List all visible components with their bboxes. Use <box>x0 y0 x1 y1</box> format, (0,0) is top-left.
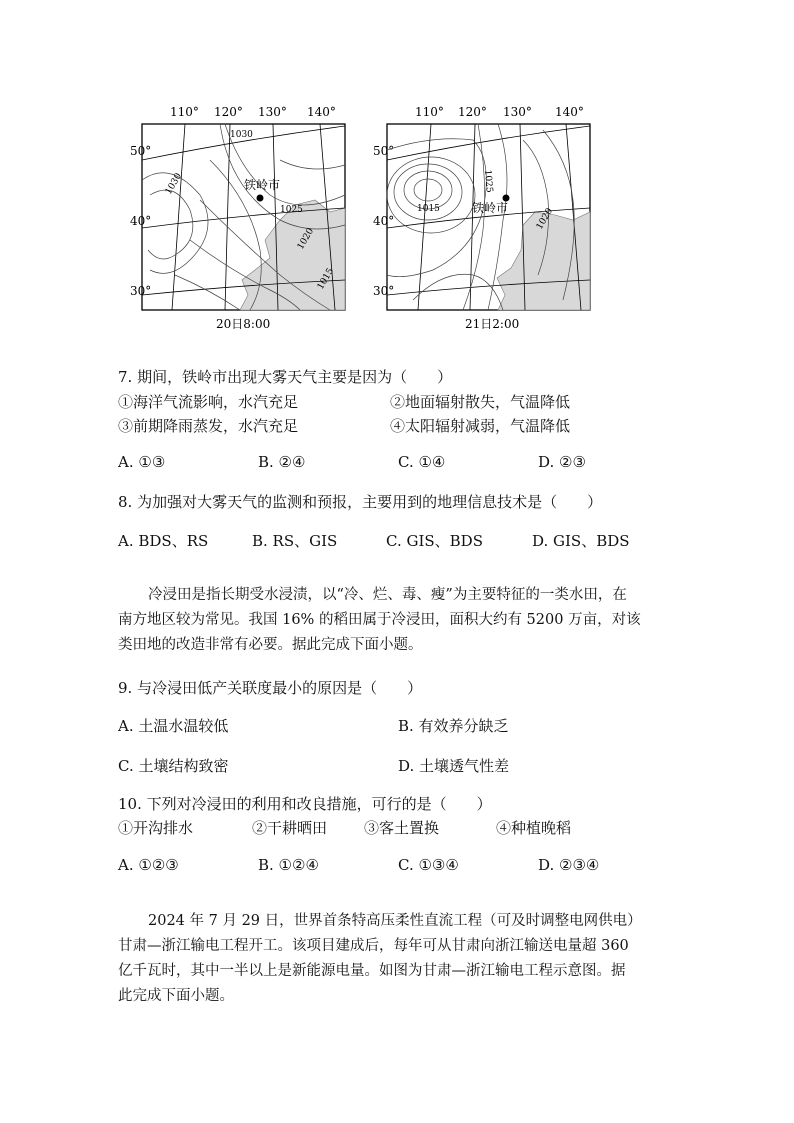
q10-item-2: ②干耕晒田 <box>252 819 328 837</box>
passage-1-line-2: 南方地区较为常见。我国 16% 的稻田属于冷浸田，面积大约有 5200 万亩，对该 <box>118 612 641 628</box>
q8-option-c[interactable]: C. GIS、BDS <box>386 532 483 550</box>
q7-option-d[interactable]: D. ②③ <box>538 453 586 471</box>
q10-item-4: ④种植晚稻 <box>496 819 572 837</box>
lat-label-30: 30° <box>373 284 395 298</box>
lon-label-120: 120° <box>458 105 487 119</box>
q10-item-3: ③客土置换 <box>364 819 440 837</box>
lon-label-110: 110° <box>415 105 444 119</box>
q8-option-d[interactable]: D. GIS、BDS <box>532 532 630 550</box>
lat-label-50: 50° <box>130 144 152 158</box>
passage-2-line-2: 甘肃—浙江输电工程开工。该项目建成后，每年可从甘肃向浙江输送电量超 360 <box>118 938 629 954</box>
lat-label-30: 30° <box>130 284 152 298</box>
isobar-label: 1015 <box>417 204 440 214</box>
lat-label-50: 50° <box>373 144 395 158</box>
passage-2-line-1: 2024 年 7 月 29 日，世界首条特高压柔性直流工程（可及时调整电网供电） <box>148 913 642 929</box>
q10-option-b[interactable]: B. ①②④ <box>258 856 319 874</box>
passage-1 <box>118 583 678 658</box>
q9-stem: 9. 与冷浸田低产关联度最小的原因是（ ） <box>118 679 423 697</box>
passage-2-line-4: 此完成下面小题。 <box>118 988 234 1004</box>
q7-item-1: ①海洋气流影响，水汽充足 <box>118 393 299 411</box>
city-label: 铁岭市 <box>472 201 509 215</box>
q7-option-b[interactable]: B. ②④ <box>258 453 306 471</box>
lon-label-140: 140° <box>307 105 336 119</box>
q7-option-a[interactable]: A. ①③ <box>118 453 166 471</box>
q7-item-2: ②地面辐射散失，气温降低 <box>390 393 571 411</box>
isobar-label: 1025 <box>482 169 494 194</box>
isobar-label: 1030 <box>163 171 185 197</box>
q9-option-d[interactable]: D. 土壤透气性差 <box>398 757 510 775</box>
weather-map-2 <box>373 100 598 335</box>
isobar-label: 1020 <box>534 206 556 232</box>
q8-option-a[interactable]: A. BDS、RS <box>118 532 209 550</box>
passage-2 <box>118 909 678 1009</box>
q9-option-c[interactable]: C. 土壤结构致密 <box>118 757 229 775</box>
isobar-label: 1020 <box>295 226 317 252</box>
q7-stem: 7. 期间，铁岭市出现大雾天气主要是因为（ ） <box>118 368 453 386</box>
isobar-label: 1015 <box>315 266 337 292</box>
lon-label-110: 110° <box>170 105 199 119</box>
weather-map-1 <box>130 100 355 335</box>
q8-stem: 8. 为加强对大雾天气的监测和预报，主要用到的地理信息技术是（ ） <box>118 493 603 511</box>
q10-option-a[interactable]: A. ①②③ <box>118 856 179 874</box>
lon-label-120: 120° <box>214 105 243 119</box>
passage-1-line-1: 冷浸田是指长期受水浸渍，以“冷、烂、毒、瘦”为主要特征的一类水田，在 <box>148 587 627 603</box>
q7-option-c[interactable]: C. ①④ <box>398 453 446 471</box>
sea-area <box>240 200 345 310</box>
lat-label-40: 40° <box>130 214 152 228</box>
isobar-label: 1030 <box>230 130 253 140</box>
q10-stem: 10. 下列对冷浸田的利用和改良措施，可行的是（ ） <box>118 795 492 813</box>
passage-2-line-3: 亿千瓦时，其中一半以上是新能源电量。如图为甘肃—浙江输电工程示意图。据 <box>118 963 626 979</box>
lon-label-130: 130° <box>503 105 532 119</box>
map-caption: 21日2:00 <box>465 317 520 331</box>
q7-item-3: ③前期降雨蒸发，水汽充足 <box>118 417 299 435</box>
city-marker <box>257 195 264 202</box>
map-caption: 20日8:00 <box>216 317 271 331</box>
isobar-label: 1025 <box>280 205 303 215</box>
lon-label-140: 140° <box>555 105 584 119</box>
lat-label-40: 40° <box>373 214 395 228</box>
q9-option-a[interactable]: A. 土温水温较低 <box>118 717 229 735</box>
q10-option-d[interactable]: D. ②③④ <box>538 856 600 874</box>
city-label: 铁岭市 <box>244 178 281 192</box>
q9-option-b[interactable]: B. 有效养分缺乏 <box>398 717 509 735</box>
q8-option-b[interactable]: B. RS、GIS <box>252 532 338 550</box>
q7-item-4: ④太阳辐射减弱，气温降低 <box>390 417 571 435</box>
q10-option-c[interactable]: C. ①③④ <box>398 856 459 874</box>
passage-1-line-3: 类田地的改造非常有必要。据此完成下面小题。 <box>118 637 423 653</box>
lon-label-130: 130° <box>258 105 287 119</box>
q10-item-1: ①开沟排水 <box>118 819 194 837</box>
